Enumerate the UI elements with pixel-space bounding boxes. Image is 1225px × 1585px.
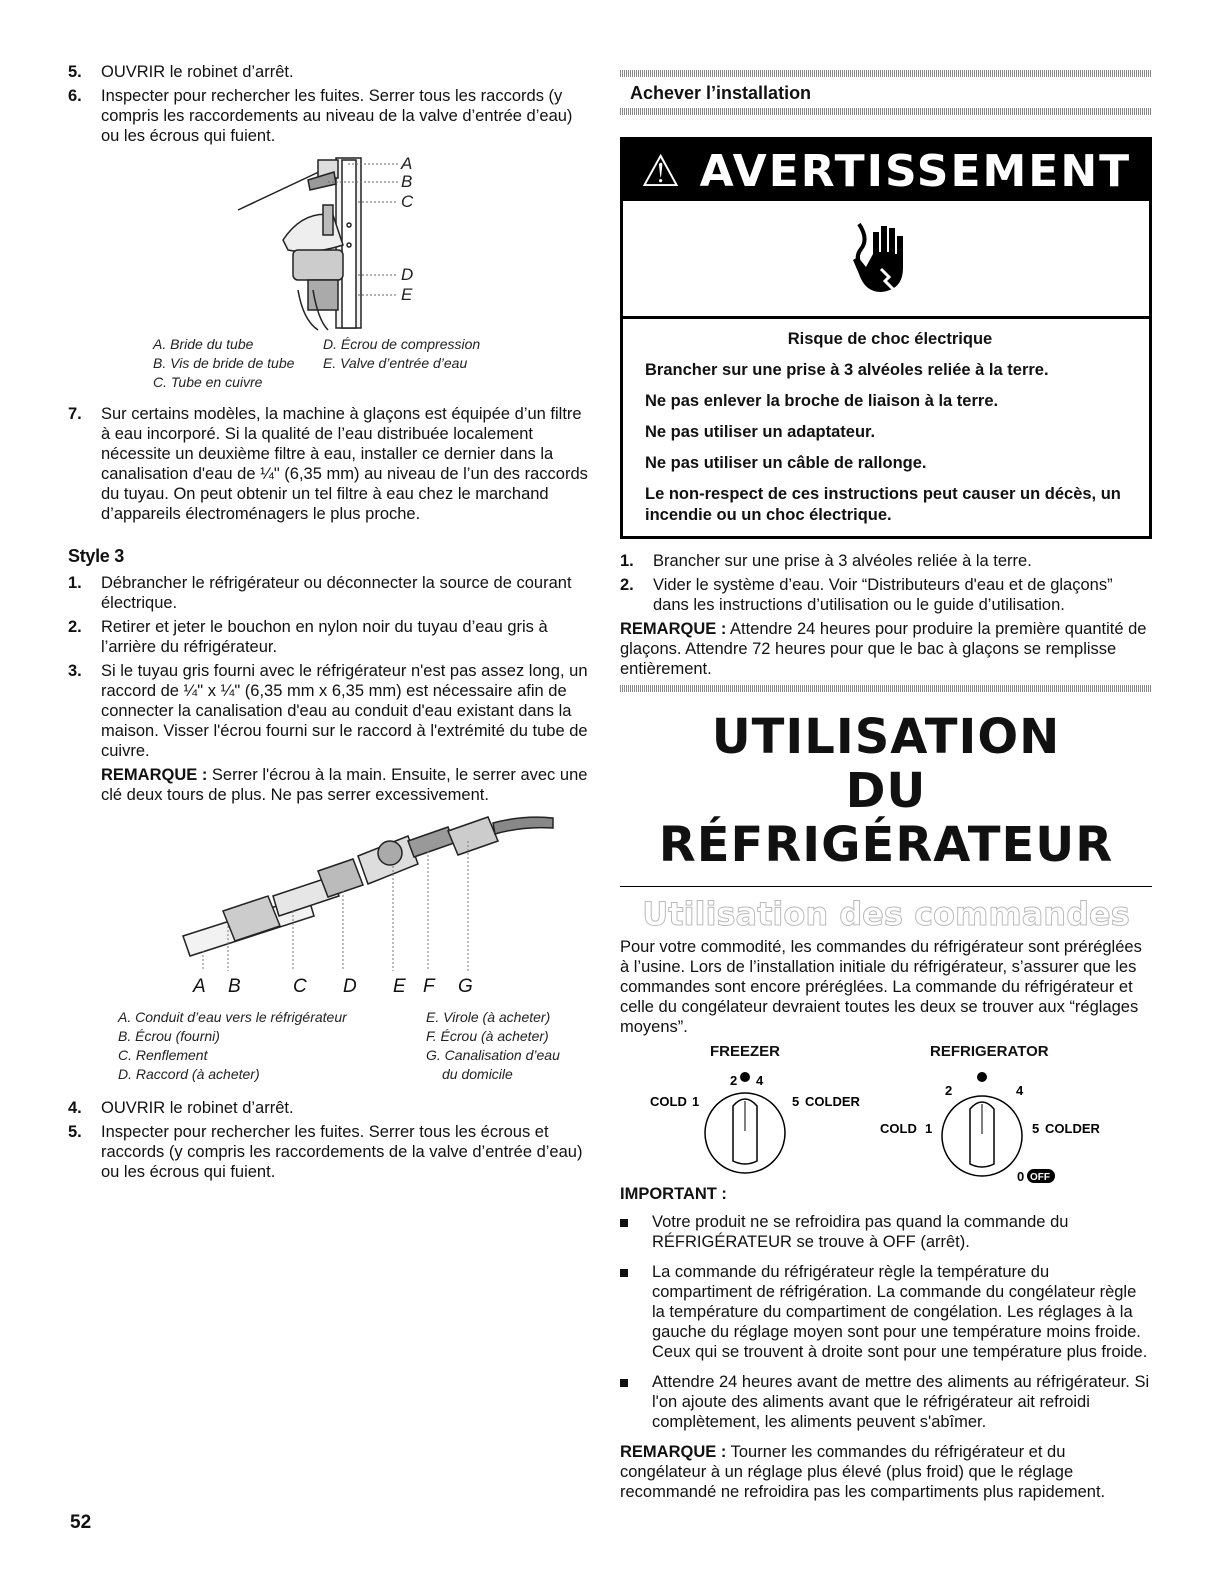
fig1-letter-a: A: [401, 154, 413, 173]
step-text: Inspecter pour rechercher les fuites. Serrer tous les écrous et raccords (y compris les raccordements de la valve d’entrée d’eau) ou les écrous qui fuient.: [101, 1123, 583, 1181]
freezer-setting-1: 1: [692, 1094, 700, 1109]
fig1-letter-c: C: [401, 192, 414, 211]
style3-heading: Style 3: [68, 546, 124, 566]
remark-text: Serrer l'écrou à la main. Ensuite, le serrer avec une clé deux tours de plus. Ne pas serrer excessivement.: [101, 766, 588, 804]
caption: A. Bride du tube: [153, 336, 254, 352]
fig2-letter-f: F: [423, 976, 435, 997]
step-number: 5.: [68, 1123, 82, 1141]
bullet-item: [620, 1212, 1152, 1252]
remark-label: REMARQUE :: [101, 766, 208, 784]
caption: du domicile: [442, 1066, 513, 1082]
warning-line: Brancher sur une prise à 3 alvéoles reliée à la terre.: [645, 361, 1049, 379]
fridge-setting-0: 0: [1017, 1169, 1025, 1184]
left-column: [68, 62, 593, 1186]
install-step-2: [620, 575, 1152, 615]
step-text: OUVRIR le robinet d’arrêt.: [101, 1099, 294, 1117]
install-step-1: [620, 551, 1152, 571]
bullet-text: Votre produit ne se refroidira pas quand la commande du RÉFRIGÉRATEUR se trouve à OFF (arrêt).: [652, 1213, 1069, 1251]
right-column: [620, 70, 1152, 1508]
step-text: Vider le système d’eau. Voir “Distributeurs d'eau et de glaçons” dans les instructions d’utilisation ou le guide d’utilisation.: [653, 576, 1113, 614]
refrigerator-dial: [880, 1043, 1140, 1183]
fridge-off-label: OFF: [1030, 1172, 1050, 1183]
fig1-letter-d: D: [401, 265, 414, 284]
chapter-title-line-2: DU RÉFRIGÉRATEUR: [658, 763, 1114, 873]
valve-illustration: [68, 150, 593, 335]
control-dials: [620, 1043, 1152, 1183]
step-number: 2.: [620, 576, 634, 594]
caption: C. Renflement: [118, 1047, 208, 1063]
bullet-item: [620, 1262, 1152, 1362]
remark-label: REMARQUE :: [620, 620, 727, 638]
warning-line: Le non-respect de ces instructions peut causer un décès, un incendie ou un choc électrique.: [645, 485, 1121, 524]
fridge-setting-5: 5: [1032, 1121, 1040, 1136]
step-number: 7.: [68, 405, 82, 423]
step-7: [68, 404, 593, 524]
caption: D. Raccord (à acheter): [118, 1066, 260, 1082]
section-heading: Achever l’installation: [630, 83, 812, 103]
warning-title-text: AVERTISSEMENT: [699, 146, 1132, 197]
fig2-letter-a: A: [193, 976, 206, 997]
fridge-setting-2: 2: [945, 1083, 953, 1098]
style3-step-3: [68, 661, 593, 761]
remark-style3: [101, 765, 593, 805]
caption: G. Canalisation d’eau: [426, 1047, 560, 1063]
electric-shock-hand-icon: [623, 201, 1149, 319]
caption: F. Écrou (à acheter): [426, 1028, 549, 1044]
step-number: 5.: [68, 63, 82, 81]
divider: [620, 70, 1152, 77]
figure1-captions: [153, 335, 593, 392]
fridge-cold-label: COLD: [880, 1121, 917, 1136]
step-number: 1.: [620, 552, 634, 570]
step-text: Si le tuyau gris fourni avec le réfrigérateur n'est pas assez long, un raccord de ¼" x ¼" (6,35 mm x 6,35 mm) est nécessaire afin de connecter la canalisation d'eau au conduit d'eau existant dans la maison. Visser l'écrou fourni sur le raccord à l'extrémité du tube de cuivre.: [101, 662, 588, 760]
warning-line: Ne pas utiliser un adaptateur.: [645, 423, 876, 441]
warning-box: [620, 137, 1152, 539]
freezer-colder-label: COLDER: [805, 1094, 860, 1109]
freezer-cold-label: COLD: [650, 1094, 687, 1109]
step-text: Brancher sur une prise à 3 alvéoles reliée à la terre.: [653, 552, 1032, 570]
freezer-knob-icon: [650, 1061, 880, 1191]
fig1-letter-b: B: [401, 172, 413, 191]
remark-label: REMARQUE :: [620, 1443, 727, 1461]
remark-install: [620, 619, 1152, 679]
warning-heading: Risque de choc électrique: [787, 330, 993, 348]
step-text: Débrancher le réfrigérateur ou déconnecter la source de courant électrique.: [101, 574, 572, 612]
step-number: 2.: [68, 618, 82, 636]
divider: [620, 685, 1152, 692]
step-4-bottom: [68, 1098, 593, 1118]
bullet-text: La commande du réfrigérateur règle la température du compartiment de réfrigération. La commande du congélateur règle la température du compartiment de congélation. Les réglages à la gauche du réglage moyen sont pour une température moins froide. Ceux qui se trouvent à droite sont pour une température plus froide.: [652, 1263, 1148, 1361]
fig2-letter-c: C: [293, 976, 307, 997]
step-6-top: [68, 86, 593, 146]
fig1-letter-e: E: [401, 285, 413, 304]
step-text: Sur certains modèles, la machine à glaçons est équipée d’un filtre à eau incorporé. Si la qualité de l’eau distribuée localement nécessite un deuxième filtre à eau, installer ce dernier dans la canalisation d'eau de ¼" (6,35 mm) au niveau de l’un des raccords du tuyau. On peut obtenir un tel filtre à eau chez le marchand d’appareils électroménagers le plus proche.: [101, 405, 588, 523]
freezer-setting-4: 4: [756, 1073, 764, 1088]
warning-line: Ne pas utiliser un câble de rallonge.: [645, 454, 927, 472]
freezer-setting-5: 5: [792, 1094, 800, 1109]
chapter-title: [620, 710, 1152, 872]
step-number: 4.: [68, 1099, 82, 1117]
warning-title: [623, 140, 1149, 201]
bullet-square-icon: [620, 1372, 632, 1432]
caption: A. Conduit d’eau vers le réfrigérateur: [118, 1009, 347, 1025]
step-5-top: [68, 62, 593, 82]
bullet-item: [620, 1372, 1152, 1432]
bullet-square-icon: [620, 1262, 632, 1362]
caption: C. Tube en cuivre: [153, 374, 263, 390]
subsection-title: Utilisation des commandes: [642, 895, 1130, 933]
remark-controls: [620, 1442, 1152, 1502]
caption: E. Valve d’entrée d’eau: [323, 355, 468, 371]
warning-body: [623, 319, 1149, 536]
figure2-captions: [118, 1008, 593, 1084]
title-rule: [620, 886, 1152, 887]
style3-step-2: [68, 617, 593, 657]
step-5-bottom: [68, 1122, 593, 1182]
warning-triangle-icon: ⚠: [640, 146, 683, 197]
fig2-letter-e: E: [393, 976, 406, 997]
remark-text: Attendre 24 heures pour produire la première quantité de glaçons. Attendre 72 heures pour que le bac à glaçons se remplisse entièrement.: [620, 620, 1147, 678]
connector-illustration: [108, 811, 588, 976]
caption: B. Vis de bride de tube: [153, 355, 295, 371]
freezer-label: FREEZER: [710, 1043, 781, 1060]
freezer-setting-2: 2: [730, 1073, 738, 1088]
fig2-letter-b: B: [228, 976, 241, 997]
refrigerator-knob-icon: [880, 1061, 1140, 1191]
fridge-setting-1: 1: [925, 1121, 933, 1136]
caption: B. Écrou (fourni): [118, 1028, 220, 1044]
step-text: Retirer et jeter le bouchon en nylon noir du tuyau d’eau gris à l’arrière du réfrigérateur.: [101, 618, 548, 656]
bullet-text: Attendre 24 heures avant de mettre des aliments au réfrigérateur. Si l'on ajoute des aliments avant que le réfrigérateur ait refroidi complètement, les aliments peuvent s'abîmer.: [652, 1373, 1150, 1431]
divider: [620, 108, 1152, 115]
important-label: IMPORTANT :: [620, 1185, 727, 1203]
controls-intro: Pour votre commodité, les commandes du réfrigérateur sont préréglées à l’usine. Lors de l’installation initiale du réfrigérateur, s’assurer que les commandes sont encore préréglées. La commande du réfrigérateur et celle du congélateur devraient toutes les deux se trouver aux “réglages moyens”.: [620, 938, 1142, 1036]
freezer-dial: [650, 1043, 880, 1183]
remark-text: Tourner les commandes du réfrigérateur et du congélateur à un réglage plus élevé (plus froid) que le réglage recommandé ne refroidira pas les compartiments plus rapidement.: [620, 1443, 1106, 1501]
step-text: Inspecter pour rechercher les fuites. Serrer tous les raccords (y compris les raccordements au niveau de la valve d’entrée d’eau) ou les écrous qui fuient.: [101, 87, 573, 145]
caption: E. Virole (à acheter): [426, 1009, 551, 1025]
figure2-letters: [108, 976, 593, 1002]
refrigerator-label: REFRIGERATOR: [930, 1043, 1049, 1060]
step-number: 1.: [68, 574, 82, 592]
figure-tube-clamp: [68, 150, 593, 335]
chapter-title-line-1: UTILISATION: [711, 709, 1061, 765]
step-number: 3.: [68, 662, 82, 680]
figure-water-line-connection: [108, 811, 593, 976]
fig2-letter-g: G: [458, 976, 473, 997]
fridge-setting-4: 4: [1016, 1083, 1024, 1098]
caption: D. Écrou de compression: [323, 336, 481, 352]
page-number: 52: [70, 1512, 92, 1533]
style3-step-1: [68, 573, 593, 613]
step-text: OUVRIR le robinet d’arrêt.: [101, 63, 294, 81]
fig2-letter-d: D: [343, 976, 357, 997]
step-number: 6.: [68, 87, 82, 105]
fridge-colder-label: COLDER: [1045, 1121, 1100, 1136]
warning-line: Ne pas enlever la broche de liaison à la terre.: [645, 392, 999, 410]
bullet-square-icon: [620, 1212, 632, 1252]
